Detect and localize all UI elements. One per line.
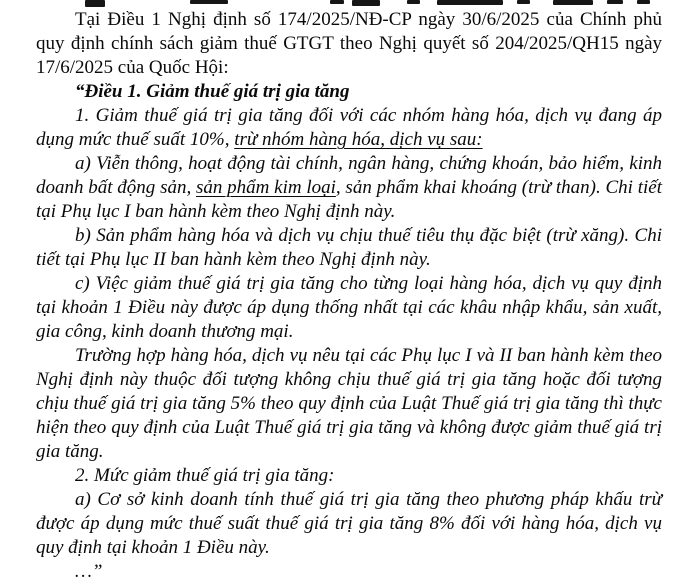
paragraph-point-2a	[36, 488, 662, 560]
clipped-line-remnant	[517, 0, 530, 4]
paragraph-clause-1-note	[36, 344, 662, 464]
text-segment: , sản phẩm khai khoáng (trừ than). Chi tiết tại Phụ lục I ban hành kèm theo Nghị định này.	[36, 177, 662, 222]
text-segment: …”	[75, 561, 103, 582]
text-segment: a) Cơ sở kinh doanh tính thuế giá trị gia tăng theo phương pháp khấu trừ được áp dụng mức thuế suất thuế giá trị gia tăng 8% đối với hàng hóa, dịch vụ quy định tại khoản 1 Điều này.	[36, 489, 662, 558]
text-segment: a) Viễn thông, hoạt động tài chính, ngân hàng, chứng khoán, bảo hiểm, kinh doanh bất động sản,	[36, 153, 662, 198]
clipped-line-remnant	[85, 0, 105, 7]
clipped-line-remnant	[190, 0, 228, 4]
clipped-line-remnant	[437, 0, 503, 5]
text-segment: Trường hợp hàng hóa, dịch vụ nêu tại các Phụ lục I và II ban hành kèm theo Nghị định này thuộc đối tượng không chịu thuế giá trị gia tăng hoặc đối tượng chịu thuế giá trị gia tăng 5% theo quy định của Luật Thuế giá trị gia tăng thì thực hiện theo quy định của Luật Thuế giá trị gia tăng và không được giảm thuế giá trị gia tăng.	[36, 345, 662, 462]
paragraph-clause-1	[36, 104, 662, 152]
text-segment: c) Việc giảm thuế giá trị gia tăng cho từng loại hàng hóa, dịch vụ quy định tại khoản 1 Điều này được áp dụng thống nhất tại các khâu nhập khẩu, sản xuất, gia công, kinh doanh thương mại.	[36, 273, 662, 342]
clipped-top-line	[0, 0, 679, 8]
clipped-line-remnant	[607, 0, 623, 4]
clipped-line-remnant	[637, 0, 650, 4]
clipped-line-remnant	[553, 0, 593, 5]
document-body	[36, 8, 662, 584]
text-segment: b) Sản phẩm hàng hóa và dịch vụ chịu thuế tiêu thụ đặc biệt (trừ xăng). Chi tiết tại Phụ lục II ban hành kèm theo Nghị định này.	[36, 225, 662, 270]
text-segment: 2. Mức giảm thuế giá trị gia tăng:	[75, 465, 335, 486]
paragraph-point-1a	[36, 152, 662, 224]
clipped-line-remnant	[330, 0, 344, 4]
paragraph-clause-2	[36, 464, 662, 488]
text-segment: 1. Giảm thuế giá trị gia tăng đối với các nhóm hàng hóa, dịch vụ đang áp dụng mức thuế suất 10%,	[36, 105, 662, 150]
text-segment: “Điều 1. Giảm thuế giá trị gia tăng	[75, 81, 350, 102]
underlined-text-segment: trừ nhóm hàng hóa, dịch vụ sau:	[234, 129, 483, 150]
paragraph-article-heading	[36, 80, 662, 104]
clipped-line-remnant	[352, 0, 380, 6]
paragraph-point-1b	[36, 224, 662, 272]
paragraph-closing-ellipsis	[36, 560, 662, 584]
clipped-line-remnant	[407, 0, 420, 4]
underlined-text-segment: sản phẩm kim loại	[196, 177, 336, 198]
paragraph-point-1c	[36, 272, 662, 344]
paragraph-intro	[36, 8, 662, 80]
text-segment: Tại Điều 1 Nghị định số 174/2025/NĐ-CP ngày 30/6/2025 của Chính phủ quy định chính sách giảm thuế GTGT theo Nghị quyết số 204/2025/QH15 ngày 17/6/2025 của Quốc Hội:	[36, 9, 662, 78]
